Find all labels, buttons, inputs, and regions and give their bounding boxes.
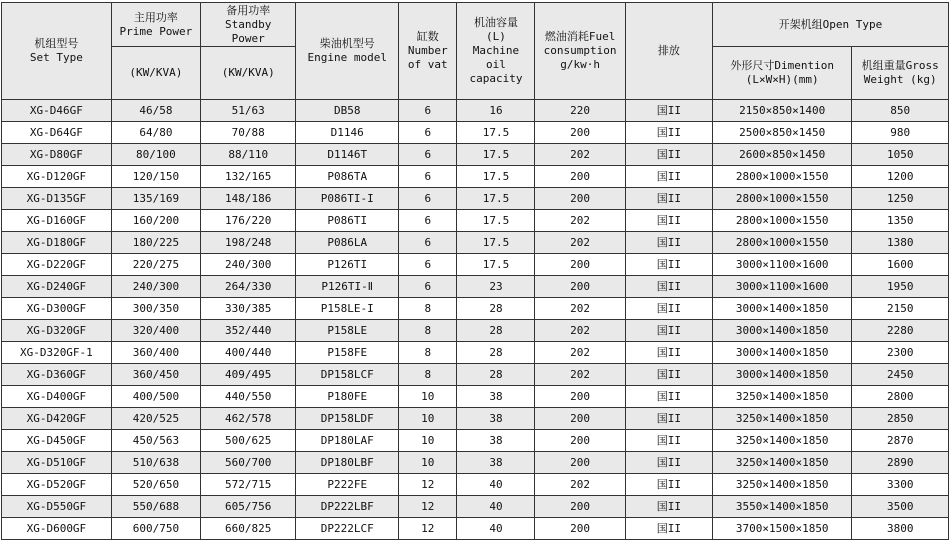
- table-row: [2, 452, 949, 474]
- cell-prime-power: 160/200: [111, 210, 200, 232]
- cell-weight: 2300: [852, 342, 949, 364]
- cell-emission: 国II: [625, 430, 712, 452]
- cell-engine-model: P126TI-Ⅱ: [296, 276, 399, 298]
- header-oil-capacity: 机油容量 (L) Machine oil capacity: [457, 3, 535, 100]
- cell-fuel-consumption: 200: [535, 122, 625, 144]
- cell-cylinders: 10: [399, 408, 457, 430]
- cell-set-type: XG-D135GF: [2, 188, 112, 210]
- cell-emission: 国II: [625, 386, 712, 408]
- cell-prime-power: 360/450: [111, 364, 200, 386]
- table-row: [2, 144, 949, 166]
- cell-set-type: XG-D120GF: [2, 166, 112, 188]
- cell-weight: 980: [852, 122, 949, 144]
- header-dimension: 外形尺寸Dimention (L×W×H)(mm): [712, 47, 852, 100]
- cell-cylinders: 12: [399, 496, 457, 518]
- table-row: [2, 188, 949, 210]
- cell-engine-model: DP222LCF: [296, 518, 399, 540]
- cell-weight: 1600: [852, 254, 949, 276]
- cell-engine-model: P086LA: [296, 232, 399, 254]
- cell-set-type: XG-D420GF: [2, 408, 112, 430]
- cell-emission: 国II: [625, 342, 712, 364]
- cell-fuel-consumption: 200: [535, 254, 625, 276]
- cell-cylinders: 8: [399, 298, 457, 320]
- cell-emission: 国II: [625, 188, 712, 210]
- cell-weight: 2280: [852, 320, 949, 342]
- cell-prime-power: 550/688: [111, 496, 200, 518]
- cell-emission: 国II: [625, 320, 712, 342]
- cell-weight: 850: [852, 100, 949, 122]
- cell-engine-model: DP158LCF: [296, 364, 399, 386]
- cell-prime-power: 520/650: [111, 474, 200, 496]
- cell-set-type: XG-D220GF: [2, 254, 112, 276]
- table-row: [2, 122, 949, 144]
- cell-fuel-consumption: 200: [535, 408, 625, 430]
- cell-weight: 3800: [852, 518, 949, 540]
- cell-dimension: 2800×1000×1550: [712, 210, 852, 232]
- cell-standby-power: 240/300: [201, 254, 296, 276]
- cell-cylinders: 6: [399, 100, 457, 122]
- cell-dimension: 2500×850×1450: [712, 122, 852, 144]
- cell-emission: 国II: [625, 408, 712, 430]
- cell-dimension: 2800×1000×1550: [712, 188, 852, 210]
- cell-cylinders: 6: [399, 276, 457, 298]
- cell-set-type: XG-D510GF: [2, 452, 112, 474]
- header-prime-unit: (KW/KVA): [111, 47, 200, 100]
- cell-standby-power: 560/700: [201, 452, 296, 474]
- cell-cylinders: 8: [399, 364, 457, 386]
- cell-prime-power: 240/300: [111, 276, 200, 298]
- cell-engine-model: P086TI-I: [296, 188, 399, 210]
- cell-engine-model: P180FE: [296, 386, 399, 408]
- cell-emission: 国II: [625, 100, 712, 122]
- cell-cylinders: 6: [399, 254, 457, 276]
- table-row: [2, 254, 949, 276]
- cell-fuel-consumption: 200: [535, 518, 625, 540]
- cell-standby-power: 148/186: [201, 188, 296, 210]
- cell-engine-model: DP180LBF: [296, 452, 399, 474]
- cell-fuel-consumption: 202: [535, 474, 625, 496]
- cell-prime-power: 180/225: [111, 232, 200, 254]
- cell-dimension: 3000×1400×1850: [712, 298, 852, 320]
- cell-emission: 国II: [625, 298, 712, 320]
- cell-dimension: 3000×1400×1850: [712, 320, 852, 342]
- cell-oil-capacity: 17.5: [457, 122, 535, 144]
- cell-engine-model: P158FE: [296, 342, 399, 364]
- table-row: [2, 386, 949, 408]
- header-cylinders: 缸数 Number of vat: [399, 3, 457, 100]
- cell-weight: 1350: [852, 210, 949, 232]
- cell-weight: 1050: [852, 144, 949, 166]
- cell-oil-capacity: 38: [457, 430, 535, 452]
- cell-cylinders: 12: [399, 474, 457, 496]
- cell-cylinders: 10: [399, 430, 457, 452]
- cell-prime-power: 80/100: [111, 144, 200, 166]
- cell-standby-power: 176/220: [201, 210, 296, 232]
- cell-cylinders: 6: [399, 144, 457, 166]
- cell-dimension: 2150×850×1400: [712, 100, 852, 122]
- cell-oil-capacity: 28: [457, 342, 535, 364]
- cell-prime-power: 400/500: [111, 386, 200, 408]
- header-set-type: 机组型号 Set Type: [2, 3, 112, 100]
- cell-fuel-consumption: 202: [535, 364, 625, 386]
- cell-engine-model: P158LE: [296, 320, 399, 342]
- cell-oil-capacity: 40: [457, 474, 535, 496]
- cell-cylinders: 8: [399, 320, 457, 342]
- cell-dimension: 3000×1400×1850: [712, 342, 852, 364]
- cell-set-type: XG-D360GF: [2, 364, 112, 386]
- cell-emission: 国II: [625, 166, 712, 188]
- cell-set-type: XG-D80GF: [2, 144, 112, 166]
- cell-prime-power: 510/638: [111, 452, 200, 474]
- cell-set-type: XG-D320GF: [2, 320, 112, 342]
- cell-cylinders: 10: [399, 452, 457, 474]
- cell-emission: 国II: [625, 276, 712, 298]
- cell-standby-power: 70/88: [201, 122, 296, 144]
- cell-cylinders: 12: [399, 518, 457, 540]
- table-row: [2, 232, 949, 254]
- cell-standby-power: 440/550: [201, 386, 296, 408]
- table-row: [2, 320, 949, 342]
- cell-cylinders: 8: [399, 342, 457, 364]
- cell-dimension: 3250×1400×1850: [712, 386, 852, 408]
- cell-emission: 国II: [625, 452, 712, 474]
- cell-emission: 国II: [625, 122, 712, 144]
- cell-dimension: 3700×1500×1850: [712, 518, 852, 540]
- cell-fuel-consumption: 202: [535, 210, 625, 232]
- cell-oil-capacity: 17.5: [457, 166, 535, 188]
- cell-weight: 3500: [852, 496, 949, 518]
- cell-prime-power: 220/275: [111, 254, 200, 276]
- cell-standby-power: 572/715: [201, 474, 296, 496]
- cell-prime-power: 135/169: [111, 188, 200, 210]
- cell-fuel-consumption: 200: [535, 386, 625, 408]
- cell-standby-power: 500/625: [201, 430, 296, 452]
- cell-fuel-consumption: 200: [535, 188, 625, 210]
- header-weight: 机组重量Gross Weight (kg): [852, 47, 949, 100]
- header-open-type: 开架机组Open Type: [712, 3, 948, 47]
- cell-oil-capacity: 38: [457, 408, 535, 430]
- cell-fuel-consumption: 202: [535, 342, 625, 364]
- cell-standby-power: 51/63: [201, 100, 296, 122]
- cell-fuel-consumption: 200: [535, 496, 625, 518]
- cell-weight: 2150: [852, 298, 949, 320]
- cell-set-type: XG-D64GF: [2, 122, 112, 144]
- cell-oil-capacity: 17.5: [457, 254, 535, 276]
- cell-engine-model: P158LE-I: [296, 298, 399, 320]
- cell-emission: 国II: [625, 210, 712, 232]
- generator-spec-table: [1, 2, 949, 540]
- cell-standby-power: 400/440: [201, 342, 296, 364]
- cell-dimension: 3000×1400×1850: [712, 364, 852, 386]
- cell-cylinders: 6: [399, 122, 457, 144]
- table-row: [2, 408, 949, 430]
- cell-dimension: 3250×1400×1850: [712, 408, 852, 430]
- cell-set-type: XG-D240GF: [2, 276, 112, 298]
- spec-table-container: [1, 2, 949, 542]
- cell-set-type: XG-D400GF: [2, 386, 112, 408]
- table-row: [2, 298, 949, 320]
- cell-prime-power: 120/150: [111, 166, 200, 188]
- cell-prime-power: 320/400: [111, 320, 200, 342]
- cell-dimension: 3000×1100×1600: [712, 276, 852, 298]
- cell-cylinders: 6: [399, 232, 457, 254]
- cell-prime-power: 300/350: [111, 298, 200, 320]
- cell-fuel-consumption: 220: [535, 100, 625, 122]
- cell-set-type: XG-D520GF: [2, 474, 112, 496]
- cell-emission: 国II: [625, 496, 712, 518]
- cell-dimension: 3250×1400×1850: [712, 430, 852, 452]
- cell-fuel-consumption: 200: [535, 166, 625, 188]
- cell-oil-capacity: 17.5: [457, 144, 535, 166]
- cell-fuel-consumption: 200: [535, 430, 625, 452]
- cell-dimension: 3250×1400×1850: [712, 474, 852, 496]
- cell-fuel-consumption: 202: [535, 320, 625, 342]
- cell-set-type: XG-D450GF: [2, 430, 112, 452]
- cell-fuel-consumption: 202: [535, 298, 625, 320]
- table-row: [2, 210, 949, 232]
- cell-emission: 国II: [625, 232, 712, 254]
- cell-set-type: XG-D160GF: [2, 210, 112, 232]
- cell-dimension: 3250×1400×1850: [712, 452, 852, 474]
- cell-engine-model: D1146: [296, 122, 399, 144]
- cell-oil-capacity: 28: [457, 298, 535, 320]
- cell-dimension: 3550×1400×1850: [712, 496, 852, 518]
- cell-oil-capacity: 16: [457, 100, 535, 122]
- cell-standby-power: 132/165: [201, 166, 296, 188]
- cell-prime-power: 420/525: [111, 408, 200, 430]
- cell-set-type: XG-D46GF: [2, 100, 112, 122]
- cell-engine-model: P126TI: [296, 254, 399, 276]
- cell-engine-model: DB58: [296, 100, 399, 122]
- table-row: [2, 518, 949, 540]
- header-engine-model: 柴油机型号 Engine model: [296, 3, 399, 100]
- cell-weight: 1250: [852, 188, 949, 210]
- cell-weight: 3300: [852, 474, 949, 496]
- cell-emission: 国II: [625, 474, 712, 496]
- cell-cylinders: 6: [399, 166, 457, 188]
- cell-set-type: XG-D180GF: [2, 232, 112, 254]
- cell-prime-power: 450/563: [111, 430, 200, 452]
- cell-emission: 国II: [625, 364, 712, 386]
- header-prime-power: 主用功率 Prime Power: [111, 3, 200, 47]
- cell-weight: 1380: [852, 232, 949, 254]
- cell-oil-capacity: 17.5: [457, 232, 535, 254]
- cell-standby-power: 409/495: [201, 364, 296, 386]
- cell-standby-power: 605/756: [201, 496, 296, 518]
- cell-engine-model: P086TI: [296, 210, 399, 232]
- table-row: [2, 276, 949, 298]
- cell-dimension: 3000×1100×1600: [712, 254, 852, 276]
- table-row: [2, 364, 949, 386]
- cell-weight: 2890: [852, 452, 949, 474]
- cell-dimension: 2800×1000×1550: [712, 166, 852, 188]
- cell-weight: 2800: [852, 386, 949, 408]
- cell-standby-power: 198/248: [201, 232, 296, 254]
- cell-oil-capacity: 17.5: [457, 210, 535, 232]
- header-fuel-consumption: 燃油消耗Fuel consumption g/kw·h: [535, 3, 625, 100]
- table-row: [2, 342, 949, 364]
- cell-weight: 1200: [852, 166, 949, 188]
- cell-oil-capacity: 28: [457, 320, 535, 342]
- cell-fuel-consumption: 202: [535, 144, 625, 166]
- cell-engine-model: DP180LAF: [296, 430, 399, 452]
- header-standby-power: 备用功率 Standby Power: [201, 3, 296, 47]
- table-row: [2, 166, 949, 188]
- cell-engine-model: P222FE: [296, 474, 399, 496]
- cell-fuel-consumption: 202: [535, 232, 625, 254]
- cell-oil-capacity: 38: [457, 452, 535, 474]
- cell-weight: 2850: [852, 408, 949, 430]
- cell-engine-model: DP158LDF: [296, 408, 399, 430]
- cell-standby-power: 264/330: [201, 276, 296, 298]
- cell-prime-power: 600/750: [111, 518, 200, 540]
- cell-cylinders: 10: [399, 386, 457, 408]
- table-row: [2, 496, 949, 518]
- cell-standby-power: 88/110: [201, 144, 296, 166]
- cell-fuel-consumption: 200: [535, 276, 625, 298]
- cell-standby-power: 352/440: [201, 320, 296, 342]
- cell-oil-capacity: 40: [457, 518, 535, 540]
- cell-weight: 2870: [852, 430, 949, 452]
- cell-standby-power: 660/825: [201, 518, 296, 540]
- cell-cylinders: 6: [399, 210, 457, 232]
- cell-engine-model: P086TA: [296, 166, 399, 188]
- cell-set-type: XG-D600GF: [2, 518, 112, 540]
- cell-prime-power: 64/80: [111, 122, 200, 144]
- table-row: [2, 430, 949, 452]
- cell-oil-capacity: 17.5: [457, 188, 535, 210]
- cell-set-type: XG-D300GF: [2, 298, 112, 320]
- cell-weight: 1950: [852, 276, 949, 298]
- cell-oil-capacity: 38: [457, 386, 535, 408]
- cell-prime-power: 46/58: [111, 100, 200, 122]
- table-row: [2, 474, 949, 496]
- cell-fuel-consumption: 200: [535, 452, 625, 474]
- cell-set-type: XG-D550GF: [2, 496, 112, 518]
- cell-dimension: 2800×1000×1550: [712, 232, 852, 254]
- table-header: [2, 3, 949, 100]
- header-emission: 排放: [625, 3, 712, 100]
- table-body: [2, 100, 949, 540]
- cell-emission: 国II: [625, 144, 712, 166]
- cell-engine-model: D1146T: [296, 144, 399, 166]
- cell-cylinders: 6: [399, 188, 457, 210]
- table-row: [2, 100, 949, 122]
- cell-prime-power: 360/400: [111, 342, 200, 364]
- cell-oil-capacity: 28: [457, 364, 535, 386]
- cell-standby-power: 462/578: [201, 408, 296, 430]
- cell-emission: 国II: [625, 518, 712, 540]
- cell-emission: 国II: [625, 254, 712, 276]
- header-standby-unit: (KW/KVA): [201, 47, 296, 100]
- cell-dimension: 2600×850×1450: [712, 144, 852, 166]
- cell-standby-power: 330/385: [201, 298, 296, 320]
- cell-engine-model: DP222LBF: [296, 496, 399, 518]
- cell-set-type: XG-D320GF-1: [2, 342, 112, 364]
- cell-weight: 2450: [852, 364, 949, 386]
- cell-oil-capacity: 40: [457, 496, 535, 518]
- cell-oil-capacity: 23: [457, 276, 535, 298]
